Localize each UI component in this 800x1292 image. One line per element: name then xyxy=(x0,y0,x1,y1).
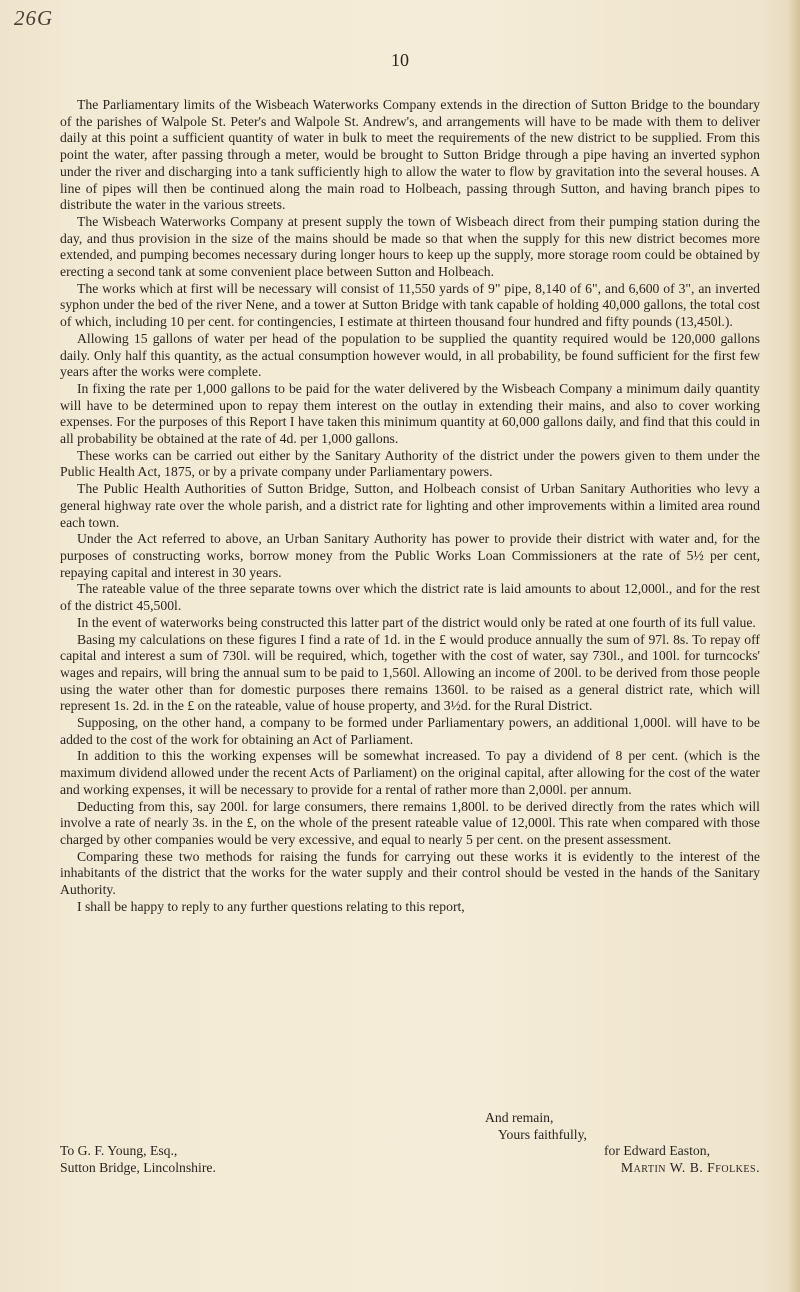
sender-for-line: for Edward Easton, xyxy=(603,1143,710,1159)
closing-row-2 xyxy=(60,1160,760,1177)
paragraph: Comparing these two methods for raising the funds for carrying out these works it is evidently to the interest of the inhabitants of the district that the works for the water supply and their control should be vested in the hands of the Sanitary Authority. xyxy=(60,848,760,898)
paragraph: The Parliamentary limits of the Wisbeach Waterworks Company extends in the direction of Sutton Bridge to the boundary of the parishes of Walpole St. Peter's and Walpole St. Andrew's, and arrangements will have to be made with them to deliver daily at this point a sufficient quantity of water in bulk to meet the requirements of the new district to be supplied. From this point the water, after passing through a meter, would be brought to Sutton Bridge through a pipe having an inverted syphon under the river and discharging into a tank sufficiently high to allow the water to flow by gravitation into the several houses. A line of pipes will then be continued along the main road to Holbeach, passing through Sutton, and having branch pipes to distribute the water in the various streets. xyxy=(60,97,760,213)
report-body xyxy=(60,97,760,915)
paragraph: In the event of waterworks being constructed this latter part of the district would only be rated at one fourth of its full value. xyxy=(77,614,756,630)
paragraph: I shall be happy to reply to any further questions relating to this report, xyxy=(77,898,465,914)
paragraph: Deducting from this, say 200l. for large consumers, there remains 1,800l. to be derived directly from the rates which will involve a rate of nearly 3s. in the £, on the whole of the present rateable value of 12,000l. This rate when compared with those charged by other companies would be very excessive, and equal to nearly 5 per cent. on the present assessment. xyxy=(60,798,760,847)
recipient-address: Sutton Bridge, Lincolnshire. xyxy=(60,1160,216,1176)
signatory-name: Martin W. B. Ffolkes. xyxy=(620,1160,760,1176)
paragraph: Under the Act referred to above, an Urban Sanitary Authority has power to provide their district with water and, for the purposes of constructing works, borrow money from the Public Works Loan Commissioners at the rate of 5½ per cent, repaying capital and interest in 30 years. xyxy=(60,531,760,580)
page-edge-shadow xyxy=(788,0,800,1292)
page-number: 10 xyxy=(391,50,409,70)
recipient-name: To G. F. Young, Esq., xyxy=(60,1143,178,1159)
letter-closing xyxy=(60,1110,760,1177)
paragraph: The rateable value of the three separate towns over which the district rate is laid amounts to about 12,000l., and for the rest of the district 45,500l. xyxy=(60,581,760,614)
paragraph: In addition to this the working expenses will be somewhat increased. To pay a dividend of 8 per cent. (which is the maximum dividend allowed under the recent Acts of Parliament) on the original capital, after allowing for the cost of the water and working expenses, it will be necessary to provide for a rental of rather more than 2,000l. per annum. xyxy=(60,748,760,797)
paragraph: The Public Health Authorities of Sutton Bridge, Sutton, and Holbeach consist of Urban Sanitary Authorities who levy a general highway rate over the whole parish, and a district rate for lighting and other improvements within a limited area round each town. xyxy=(60,481,760,530)
paragraph: These works can be carried out either by the Sanitary Authority of the district under the powers given to them under the Public Health Act, 1875, or by a private company under Parliamentary powers. xyxy=(60,447,760,480)
paragraph: Supposing, on the other hand, a company to be formed under Parliamentary powers, an additional 1,000l. will have to be added to the cost of the work for obtaining an Act of Parliament. xyxy=(60,715,760,747)
paragraph: In fixing the rate per 1,000 gallons to be paid for the water delivered by the Wisbeach Company a minimum daily quantity will have to be determined upon to repay them interest on the outlay in extending their mains, and also to cover working expenses. For the purposes of this Report I have taken this minimum quantity at 60,000 gallons daily, and find that this could in all probability be obtained at the rate of 4d. per 1,000 gallons. xyxy=(60,380,760,447)
paragraph: Basing my calculations on these figures I find a rate of 1d. in the £ would produce annually the sum of 97l. 8s. To repay off capital and interest a sum of 730l. will be required, which, together with the cost of water, say 730l., and 100l. for turncocks' wages and repairs, will bring the annual sum to be paid to 1,560l. Allowing an income of 200l. to be derived from those people using the water other than for domestic purposes there remains 1360l. to be raised as a general district rate, which will represent 1s. 2d. in the £ on the rateable, value of house property, and 3½d. for the Rural District. xyxy=(60,631,760,714)
paragraph: Allowing 15 gallons of water per head of the population to be supplied the quantity required would be 120,000 gallons daily. Only half this quantity, as the actual consumption however would, in all probability, be found sufficient for the first few years after the works were complete. xyxy=(60,330,760,380)
closing-yours-faithfully: Yours faithfully, xyxy=(498,1126,587,1142)
paragraph: The works which at first will be necessary will consist of 11,550 yards of 9" pipe, 8,140 of 6", and 6,600 of 3", an inverted syphon under the bed of the river Nene, and a tower at Sutton Bridge with tank capable of holding 40,000 gallons, the total cost of which, including 10 per cent. for contingencies, I estimate at thirteen thousand four hundred and fifty pounds (13,450l.). xyxy=(60,280,760,330)
archive-mark: 26G xyxy=(14,6,54,30)
closing-and-remain: And remain, xyxy=(485,1110,554,1125)
closing-row-1 xyxy=(60,1143,760,1160)
paragraph: The Wisbeach Waterworks Company at present supply the town of Wisbeach direct from their pumping station during the day, and thus provision in the size of the mains should be made so that when the supply for this new district becomes more extended, and pumping becomes necessary during longer hours to keep up the supply, more storage room could be obtained by erecting a second tank at some convenient place between Sutton and Holbeach. xyxy=(60,213,760,280)
